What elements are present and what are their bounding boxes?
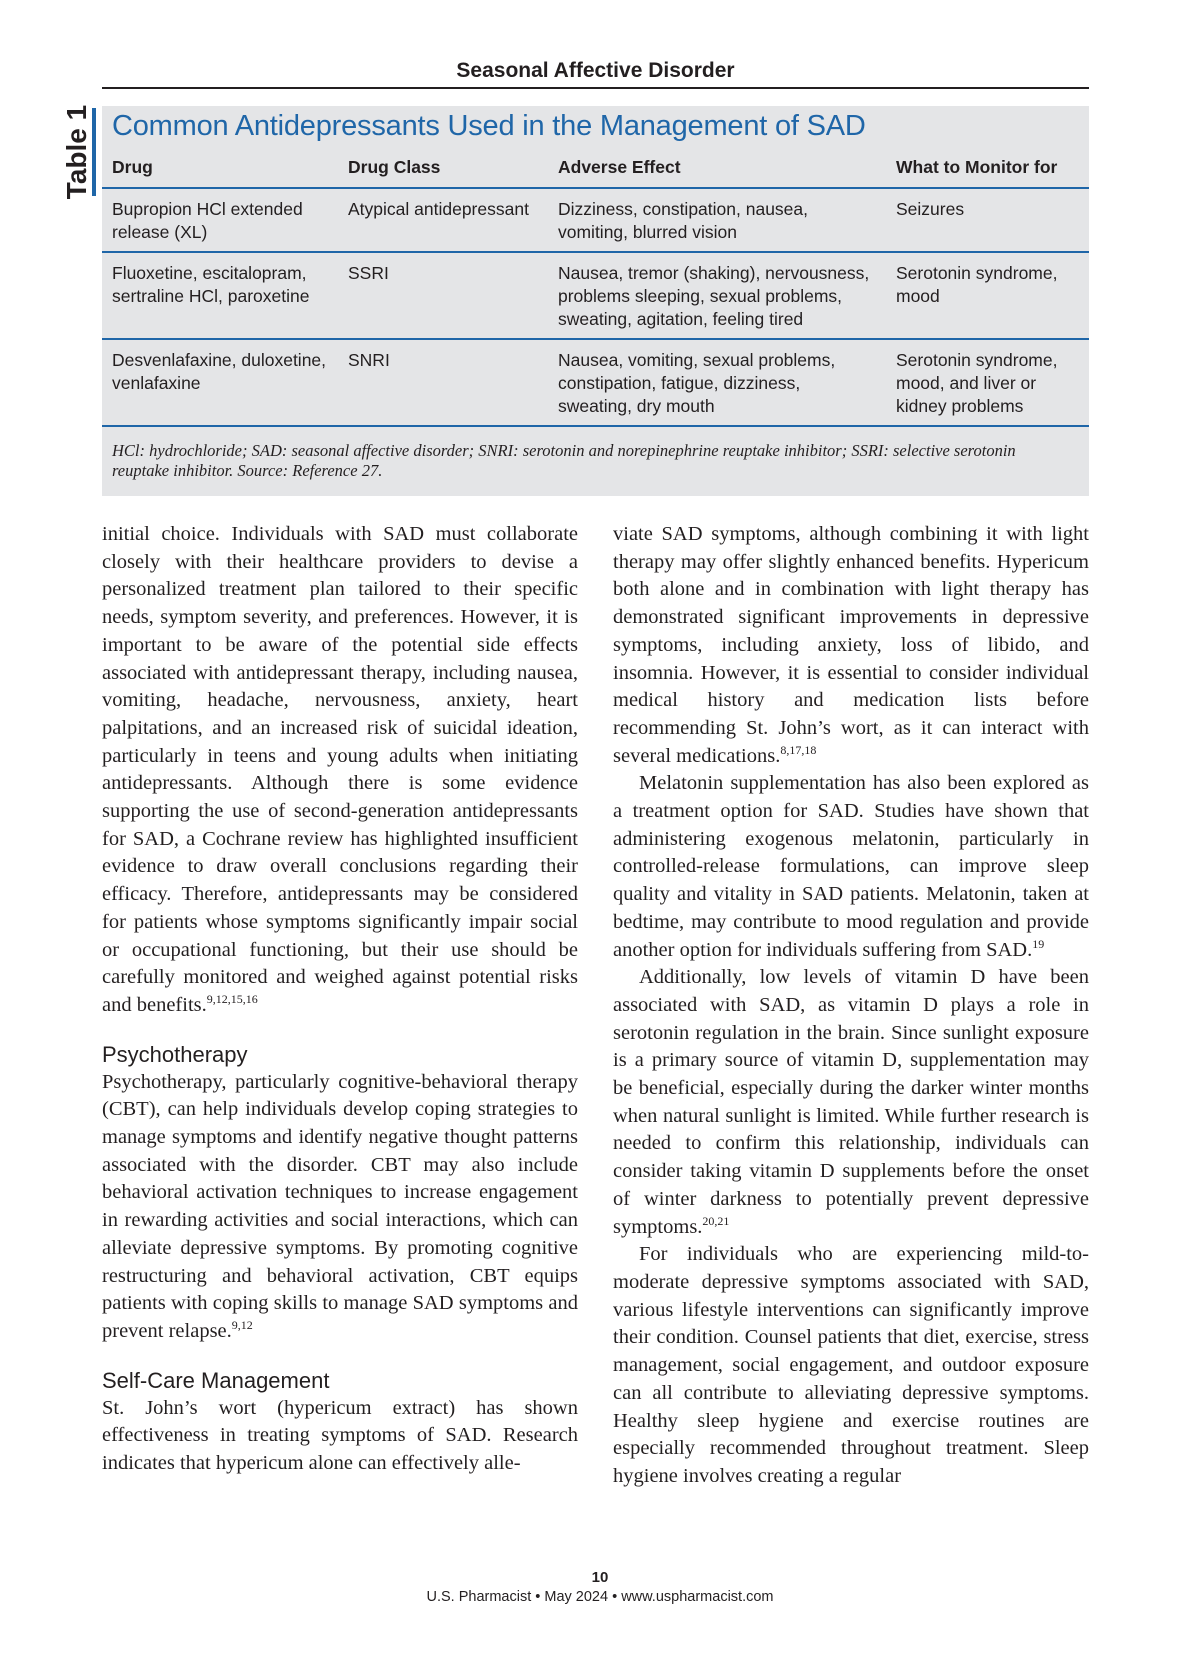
table-cell: Nausea, tremor (shaking), nervousness, problems sleeping, sexual problems, sweating, agitation, feeling tired <box>548 252 886 339</box>
table-cell: Serotonin syndrome, mood <box>886 252 1089 339</box>
table-tab <box>61 104 92 200</box>
section-heading-psychotherapy: Psychotherapy <box>102 1041 248 1067</box>
table-cell: Atypical antidepressant <box>338 188 548 252</box>
table-row <box>102 339 1089 426</box>
running-head: Seasonal Affective Disorder <box>102 58 1089 89</box>
table-cell: Serotonin syndrome, mood, and liver or kidney problems <box>886 339 1089 426</box>
reference-superscript: 9,12,15,16 <box>206 991 258 1006</box>
column-header: Adverse Effect <box>548 148 886 188</box>
reference-superscript: 8,17,18 <box>780 742 817 757</box>
body-paragraph: St. John’s wort (hypericum extract) has shown effectiveness in treating symptoms of SAD. Research indicates that hypericum alone can effectively alle- <box>102 1396 578 1475</box>
column-header: Drug <box>102 148 338 188</box>
reference-superscript: 9,12 <box>231 1317 253 1332</box>
table-cell: Desvenlafaxine, duloxetine, venlafaxine <box>102 339 338 426</box>
left-column <box>102 521 578 1478</box>
table-title: Common Antidepressants Used in the Management of SAD <box>112 110 866 142</box>
table-row <box>102 252 1089 339</box>
body-paragraph: For individuals who are experiencing mild-to-moderate depressive symptoms associated with SAD, various lifestyle interventions can significantly improve their condition. Counsel patients that diet, exercise, stress management, social engagement, and outdoor exposure can all contribute to alleviating depressive symptoms. Healthy sleep hygiene and exercise routines are especially recommended throughout treatment. Sleep hygiene involves creating a regular <box>613 1243 1089 1487</box>
section-heading-self-care: Self-Care Management <box>102 1367 330 1393</box>
paragraph-text: Psychotherapy, particularly cognitive-behavioral therapy (CBT), can help individuals develop coping strategies to manage symptoms and identify negative thought patterns associated with the disorder. CBT may also include behavioral activation techniques to increase engagement in rewarding activities and social interactions, which can alleviate depressive symptoms. By promoting cognitive restructuring and behavioral activation, CBT equips patients with coping skills to manage SAD symptoms and prevent relapse. <box>102 1070 578 1342</box>
table-cell: Nausea, vomiting, sexual problems, constipation, fatigue, dizziness, sweating, dry mouth <box>548 339 886 426</box>
body-paragraph <box>102 1069 578 1346</box>
paragraph-text: viate SAD symptoms, although combining it with light therapy may offer slightly enhanced benefits. Hypericum both alone and in combination with light therapy has demonstrated significant improvements in depressive symptoms, including anxiety, loss of libido, and insomnia. However, it is essential to consider individual medical history and medication lists before recommending St. John’s wort, as it can interact with several medications. <box>613 523 1089 767</box>
right-column <box>613 521 1089 1491</box>
table-cell: Seizures <box>886 188 1089 252</box>
body-paragraph <box>102 521 578 1020</box>
reference-superscript: 20,21 <box>702 1213 730 1228</box>
reference-superscript: 19 <box>1032 936 1045 951</box>
table-row <box>102 188 1089 252</box>
page-number: 10 <box>591 1569 609 1586</box>
page-footer <box>0 1568 1200 1607</box>
table-cell: SSRI <box>338 252 548 339</box>
body-paragraph <box>613 521 1089 770</box>
paragraph-text: initial choice. Individuals with SAD must collaborate closely with their healthcare providers to devise a personalized treatment plan tailored to their specific needs, symptom severity, and preferences. However, it is important to be aware of the potential side effects associated with antidepressant therapy, including nausea, vomiting, headache, nervousness, anxiety, heart palpitations, and an increased risk of suicidal ideation, particularly in teens and young adults when initiating antidepressants. Although there is some evidence supporting the use of second-generation antidepressants for SAD, a Cochrane review has highlighted insufficient evidence to draw overall conclusions regarding their efficacy. Therefore, antidepressants may be considered for patients whose symptoms significantly impair social or occupational functioning, but their use should be carefully monitored and weighed against potential risks and benefits. <box>102 523 578 1016</box>
table-cell: SNRI <box>338 339 548 426</box>
table-cell: Bupropion HCl extended release (XL) <box>102 188 338 252</box>
table-header-row <box>102 148 1089 188</box>
table-footnote: HCl: hydrochloride; SAD: seasonal affective disorder; SNRI: serotonin and norepinephrine reuptake inhibitor; SSRI: selective serotonin reuptake inhibitor. Source: Reference 27. <box>112 441 1016 480</box>
table-cell: Dizziness, constipation, nausea, vomiting, blurred vision <box>548 188 886 252</box>
table-cell: Fluoxetine, escitalopram, sertraline HCl, paroxetine <box>102 252 338 339</box>
body-paragraph <box>613 964 1089 1241</box>
table-box <box>102 106 1089 496</box>
paragraph-text: Melatonin supplementation has also been explored as a treatment option for SAD. Studies have shown that administering exogenous melatonin, particularly in controlled-release formulations, can improve sleep quality and vitality in SAD patients. Melatonin, taken at bedtime, may contribute to mood regulation and provide another option for individuals suffering from SAD. <box>613 772 1089 961</box>
drug-table <box>102 148 1089 427</box>
table-tab-label: Table 1 <box>61 104 92 200</box>
column-header: Drug Class <box>338 148 548 188</box>
body-paragraph <box>613 770 1089 964</box>
column-header: What to Monitor for <box>886 148 1089 188</box>
publication-line: U.S. Pharmacist • May 2024 • www.uspharmacist.com <box>426 1589 774 1605</box>
paragraph-text: Additionally, low levels of vitamin D have been associated with SAD, as vitamin D plays a role in serotonin regulation in the brain. Since sunlight exposure is a primary source of vitamin D, supplementation may be beneficial, especially during the darker winter months when natural sunlight is limited. While further research is needed to confirm this relationship, individuals can consider taking vitamin D supplements before the onset of winter darkness to potentially prevent depressive symptoms. <box>613 966 1089 1238</box>
